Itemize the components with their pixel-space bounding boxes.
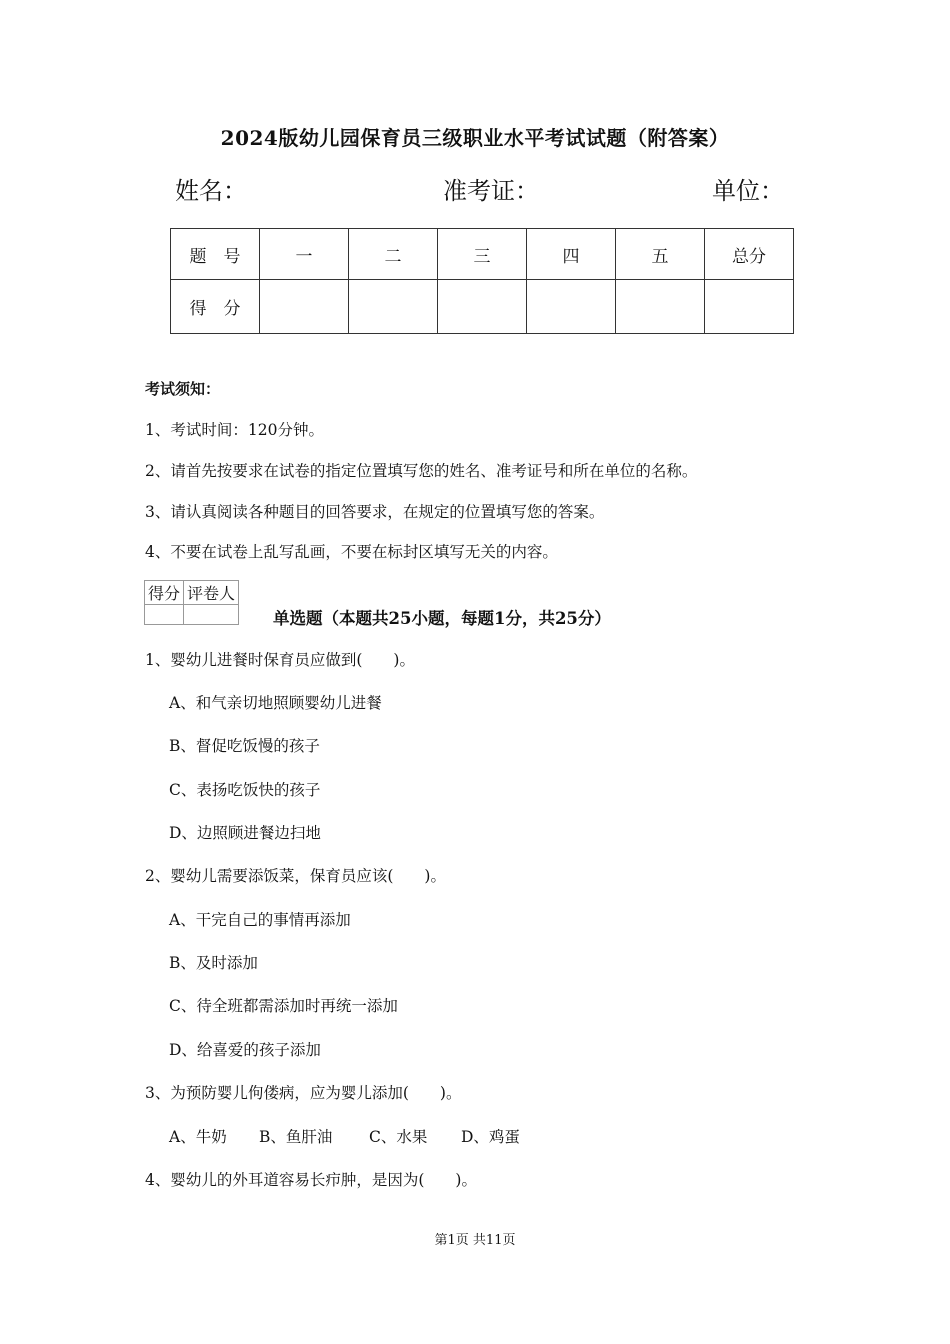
notice-item: 3、请认真阅读各种题目的回答要求，在规定的位置填写您的答案。	[145, 503, 605, 521]
grader-box-score-label: 得分	[145, 581, 184, 605]
question-stem: 1、婴幼儿进餐时保育员应做到( )。	[145, 651, 415, 669]
grader-box	[144, 580, 239, 625]
question-stem: 4、婴幼儿的外耳道容易长疖肿，是因为( )。	[145, 1171, 477, 1189]
score-table-header-cell: 三	[438, 229, 527, 280]
score-cell[interactable]	[349, 280, 438, 334]
question-option: C、表扬吃饭快的孩子	[169, 781, 321, 799]
score-cell[interactable]	[527, 280, 616, 334]
page-title: 2024版幼儿园保育员三级职业水平考试试题（附答案）	[220, 126, 730, 150]
score-cell[interactable]	[705, 280, 794, 334]
question-option: B、及时添加	[169, 954, 258, 972]
question-option: A、和气亲切地照顾婴幼儿进餐	[169, 694, 382, 712]
notice-item: 2、请首先按要求在试卷的指定位置填写您的姓名、准考证号和所在单位的名称。	[145, 462, 698, 480]
notice-item: 1、考试时间：120分钟。	[145, 421, 324, 439]
question-option: B、鱼肝油	[259, 1128, 333, 1146]
notice-heading: 考试须知：	[145, 380, 221, 398]
question-stem: 3、为预防婴儿佝偻病，应为婴儿添加( )。	[145, 1084, 462, 1102]
score-table-header-cell: 二	[349, 229, 438, 280]
score-table-header-cell: 题 号	[171, 229, 260, 280]
score-row-label: 得 分	[171, 280, 260, 334]
score-table	[170, 228, 794, 334]
name-field-label: 姓名：	[175, 177, 247, 205]
score-table-header-cell: 一	[260, 229, 349, 280]
notice-item: 4、不要在试卷上乱写乱画，不要在标封区填写无关的内容。	[145, 543, 558, 561]
question-option: D、鸡蛋	[461, 1128, 520, 1146]
grader-box-grader-label: 评卷人	[184, 581, 239, 605]
page-footer: 第1页 共11页	[434, 1233, 516, 1248]
score-cell[interactable]	[616, 280, 705, 334]
question-option: B、督促吃饭慢的孩子	[169, 737, 320, 755]
score-table-header-cell: 五	[616, 229, 705, 280]
score-table-header-row	[171, 229, 794, 280]
question-option: A、干完自己的事情再添加	[169, 911, 351, 929]
question-option: A、牛奶	[169, 1128, 227, 1146]
grader-box-grader-cell[interactable]	[184, 605, 239, 625]
score-cell[interactable]	[438, 280, 527, 334]
question-option: D、边照顾进餐边扫地	[169, 824, 321, 842]
grader-box-score-cell[interactable]	[145, 605, 184, 625]
question-option: C、水果	[369, 1128, 428, 1146]
question-option: D、给喜爱的孩子添加	[169, 1041, 321, 1059]
question-option: C、待全班都需添加时再统一添加	[169, 997, 398, 1015]
score-table-score-row	[171, 280, 794, 334]
score-cell[interactable]	[260, 280, 349, 334]
exam-number-field-label: 准考证：	[443, 177, 539, 205]
section-title: 单选题（本题共25小题，每题1分，共25分）	[273, 609, 611, 628]
unit-field-label: 单位：	[712, 177, 784, 205]
question-stem: 2、婴幼儿需要添饭菜，保育员应该( )。	[145, 867, 446, 885]
score-table-header-cell: 总分	[705, 229, 794, 280]
score-table-header-cell: 四	[527, 229, 616, 280]
